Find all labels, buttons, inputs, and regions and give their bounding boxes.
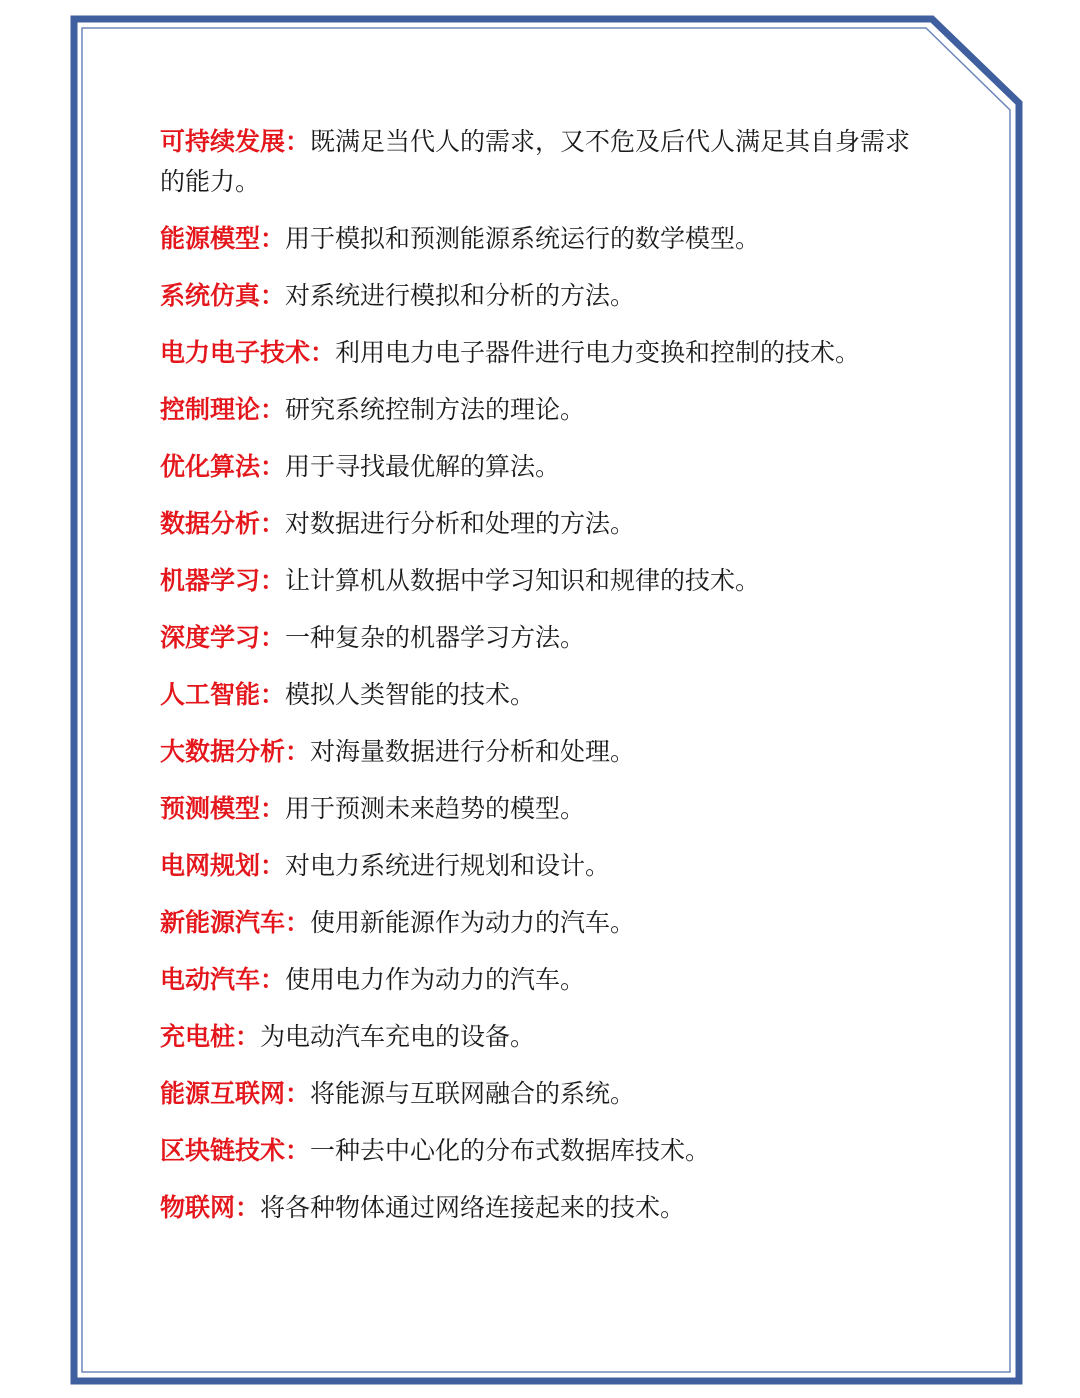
glossary-definition: 用于预测未来趋势的模型。 xyxy=(285,794,586,823)
glossary-entry xyxy=(160,732,920,772)
glossary-definition: 使用新能源作为动力的汽车。 xyxy=(310,908,636,937)
glossary-term: 预测模型 xyxy=(160,794,261,823)
glossary-entry xyxy=(160,447,920,487)
term-separator: ： xyxy=(260,281,286,310)
glossary-definition: 让计算机从数据中学习知识和规律的技术。 xyxy=(285,566,761,595)
glossary-definition: 一种复杂的机器学习方法。 xyxy=(285,623,586,652)
term-separator: ： xyxy=(260,851,286,880)
term-separator: ： xyxy=(260,623,286,652)
glossary-entry xyxy=(160,903,920,943)
glossary-definition: 将各种物体通过网络连接起来的技术。 xyxy=(260,1193,686,1222)
glossary-entry xyxy=(160,333,920,373)
term-separator: ： xyxy=(260,452,286,481)
glossary-term: 可持续发展 xyxy=(160,127,286,156)
glossary-entry xyxy=(160,1017,920,1057)
glossary-entry xyxy=(160,561,920,601)
glossary-term: 人工智能 xyxy=(160,680,261,709)
term-separator: ： xyxy=(235,1022,261,1051)
glossary-term: 电力电子技术 xyxy=(160,338,311,367)
term-separator: ： xyxy=(260,224,286,253)
glossary-entry xyxy=(160,390,920,430)
glossary-entry xyxy=(160,276,920,316)
term-separator: ： xyxy=(260,566,286,595)
glossary-term: 深度学习 xyxy=(160,623,261,652)
glossary-term: 电动汽车 xyxy=(160,965,261,994)
glossary-term: 优化算法 xyxy=(160,452,261,481)
term-separator: ： xyxy=(285,127,311,156)
glossary-entry xyxy=(160,504,920,544)
term-separator: ： xyxy=(260,794,286,823)
glossary-definition: 用于寻找最优解的算法。 xyxy=(285,452,561,481)
glossary-entry xyxy=(160,122,920,202)
term-separator: ： xyxy=(285,1079,311,1108)
glossary-entry xyxy=(160,675,920,715)
glossary-term: 机器学习 xyxy=(160,566,261,595)
term-separator: ： xyxy=(260,395,286,424)
term-separator: ： xyxy=(310,338,336,367)
glossary-definition: 为电动汽车充电的设备。 xyxy=(260,1022,536,1051)
term-separator: ： xyxy=(285,737,311,766)
glossary-entry xyxy=(160,789,920,829)
glossary-entry xyxy=(160,1074,920,1114)
glossary-entry xyxy=(160,219,920,259)
glossary-definition: 对电力系统进行规划和设计。 xyxy=(285,851,611,880)
glossary-entry xyxy=(160,1188,920,1228)
glossary-list xyxy=(160,122,920,1245)
glossary-definition: 使用电力作为动力的汽车。 xyxy=(285,965,586,994)
glossary-term: 充电桩 xyxy=(160,1022,236,1051)
term-separator: ： xyxy=(235,1193,261,1222)
glossary-entry xyxy=(160,960,920,1000)
term-separator: ： xyxy=(260,965,286,994)
term-separator: ： xyxy=(260,680,286,709)
glossary-definition: 将能源与互联网融合的系统。 xyxy=(310,1079,636,1108)
term-separator: ： xyxy=(285,1136,311,1165)
glossary-term: 数据分析 xyxy=(160,509,261,538)
glossary-term: 新能源汽车 xyxy=(160,908,286,937)
glossary-term: 能源互联网 xyxy=(160,1079,286,1108)
glossary-definition: 利用电力电子器件进行电力变换和控制的技术。 xyxy=(335,338,861,367)
term-separator: ： xyxy=(285,908,311,937)
term-separator: ： xyxy=(260,509,286,538)
glossary-entry xyxy=(160,846,920,886)
glossary-term: 大数据分析 xyxy=(160,737,286,766)
glossary-definition: 对海量数据进行分析和处理。 xyxy=(310,737,636,766)
glossary-definition: 用于模拟和预测能源系统运行的数学模型。 xyxy=(285,224,761,253)
glossary-definition: 一种去中心化的分布式数据库技术。 xyxy=(310,1136,711,1165)
glossary-term: 物联网 xyxy=(160,1193,236,1222)
glossary-term: 电网规划 xyxy=(160,851,261,880)
glossary-entry xyxy=(160,618,920,658)
glossary-term: 控制理论 xyxy=(160,395,261,424)
glossary-term: 区块链技术 xyxy=(160,1136,286,1165)
glossary-term: 系统仿真 xyxy=(160,281,261,310)
glossary-definition: 对数据进行分析和处理的方法。 xyxy=(285,509,636,538)
glossary-definition: 研究系统控制方法的理论。 xyxy=(285,395,586,424)
glossary-definition: 对系统进行模拟和分析的方法。 xyxy=(285,281,636,310)
glossary-term: 能源模型 xyxy=(160,224,261,253)
glossary-definition: 既满足当代人的需求，又不危及后代人满足其自身需求的能力。 xyxy=(160,127,911,196)
glossary-definition: 模拟人类智能的技术。 xyxy=(285,680,536,709)
glossary-entry xyxy=(160,1131,920,1171)
